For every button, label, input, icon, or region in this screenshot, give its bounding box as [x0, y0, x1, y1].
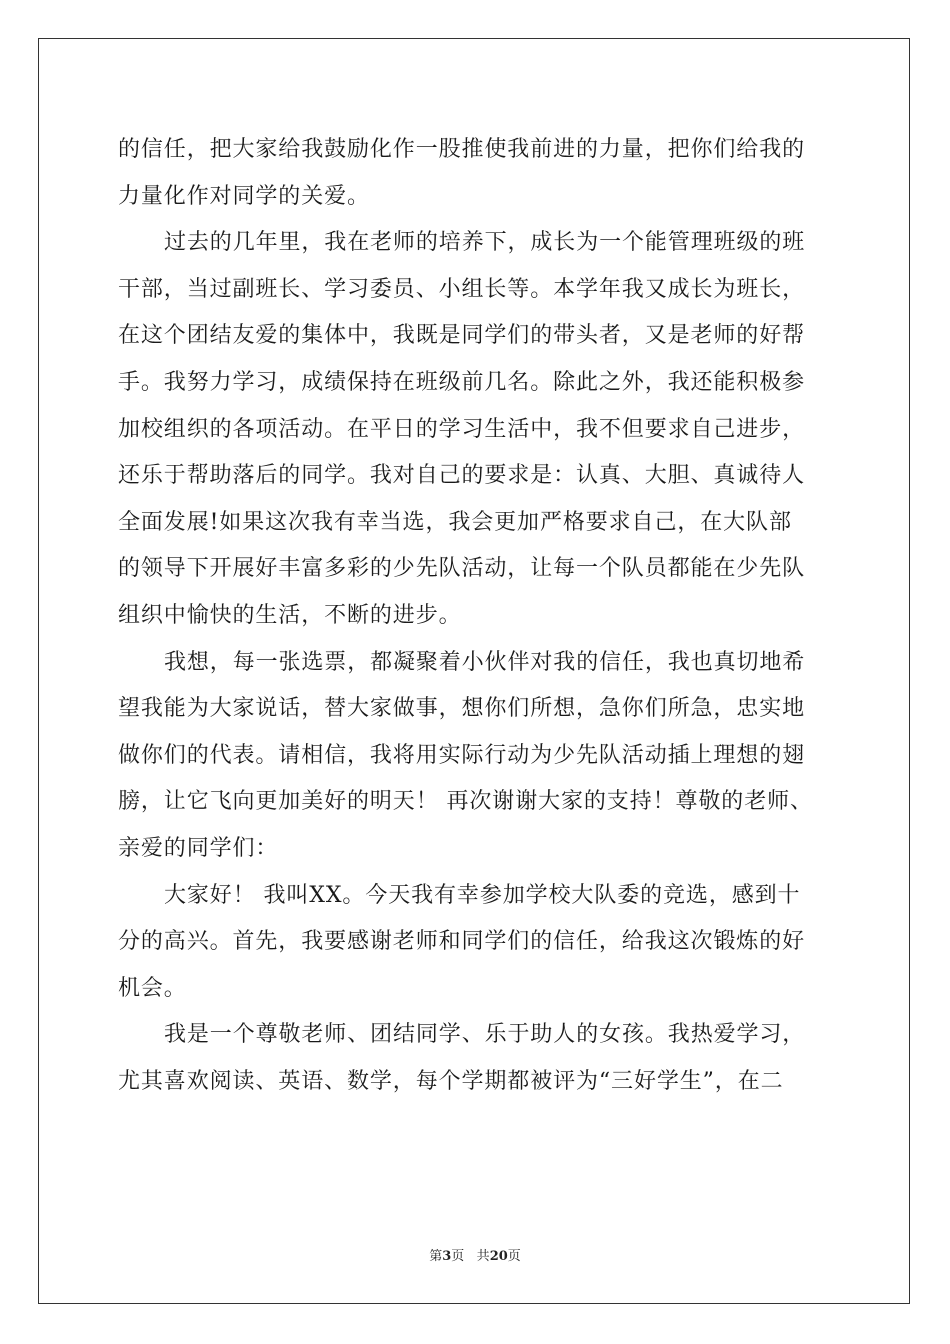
text-line: 的信任，把大家给我鼓励化作一股推使我前进的力量，把你们给我的 [118, 137, 806, 162]
text-line: 干部，当过副班长、学习委员、小组长等。本学年我又成长为班长， [118, 276, 806, 302]
text-line: 我想，每一张选票，都凝聚着小伙伴对我的信任，我也真切地希 [164, 649, 806, 675]
page-footer [0, 1245, 950, 1264]
text-line: 机会。 [118, 975, 187, 1001]
text-line: 加校组织的各项活动。在平日的学习生活中，我不但要求自己进步， [118, 416, 806, 442]
text-line: 手。我努力学习，成绩保持在班级前几名。除此之外，我还能积极参 [118, 369, 806, 395]
text-line: 望我能为大家说话，替大家做事，想你们所想，急你们所急，忠实地 [118, 696, 806, 722]
footer-separator: 共 [464, 1249, 490, 1264]
footer-current-page: 3 [442, 1249, 452, 1264]
text-line: 分的高兴。首先，我要感谢老师和同学们的信任，给我这次锻炼的好 [118, 929, 806, 955]
document-body [118, 127, 834, 1105]
text-line: 我是一个尊敬老师、团结同学、乐于助人的女孩。我热爱学习， [164, 1022, 806, 1048]
text-line: 在这个团结友爱的集体中，我既是同学们的带头者，又是老师的好帮 [118, 323, 806, 349]
text-line: 大家好！ 我叫XX。今天我有幸参加学校大队委的竞选，感到十 [164, 882, 801, 908]
footer-total-pages: 20 [489, 1249, 508, 1264]
text-line: 膀，让它飞向更加美好的明天！ 再次谢谢大家的支持！尊敬的老师、 [118, 789, 813, 815]
text-line: 亲爱的同学们： [118, 835, 279, 861]
text-line: 组织中愉快的生活，不断的进步。 [118, 602, 462, 628]
text-line: 过去的几年里，我在老师的培养下，成长为一个能管理班级的班 [164, 230, 806, 256]
footer-prefix: 第 [429, 1249, 443, 1264]
text-line: 全面发展!如果这次我有幸当选，我会更加严格要求自己，在大队部 [118, 509, 792, 535]
text-line: 做你们的代表。请相信，我将用实际行动为少先队活动插上理想的翅 [118, 742, 806, 768]
footer-suffix: 页 [507, 1249, 521, 1264]
text-line: 尤其喜欢阅读、英语、数学，每个学期都被评为“三好学生”，在二 [118, 1068, 784, 1094]
text-line: 力量化作对同学的关爱。 [118, 183, 370, 209]
text-line: 还乐于帮助落后的同学。我对自己的要求是：认真、大胆、真诚待人 [118, 463, 806, 489]
footer-page-word: 页 [451, 1249, 465, 1264]
text-line: 的领导下开展好丰富多彩的少先队活动，让每一个队员都能在少先队 [118, 556, 806, 582]
